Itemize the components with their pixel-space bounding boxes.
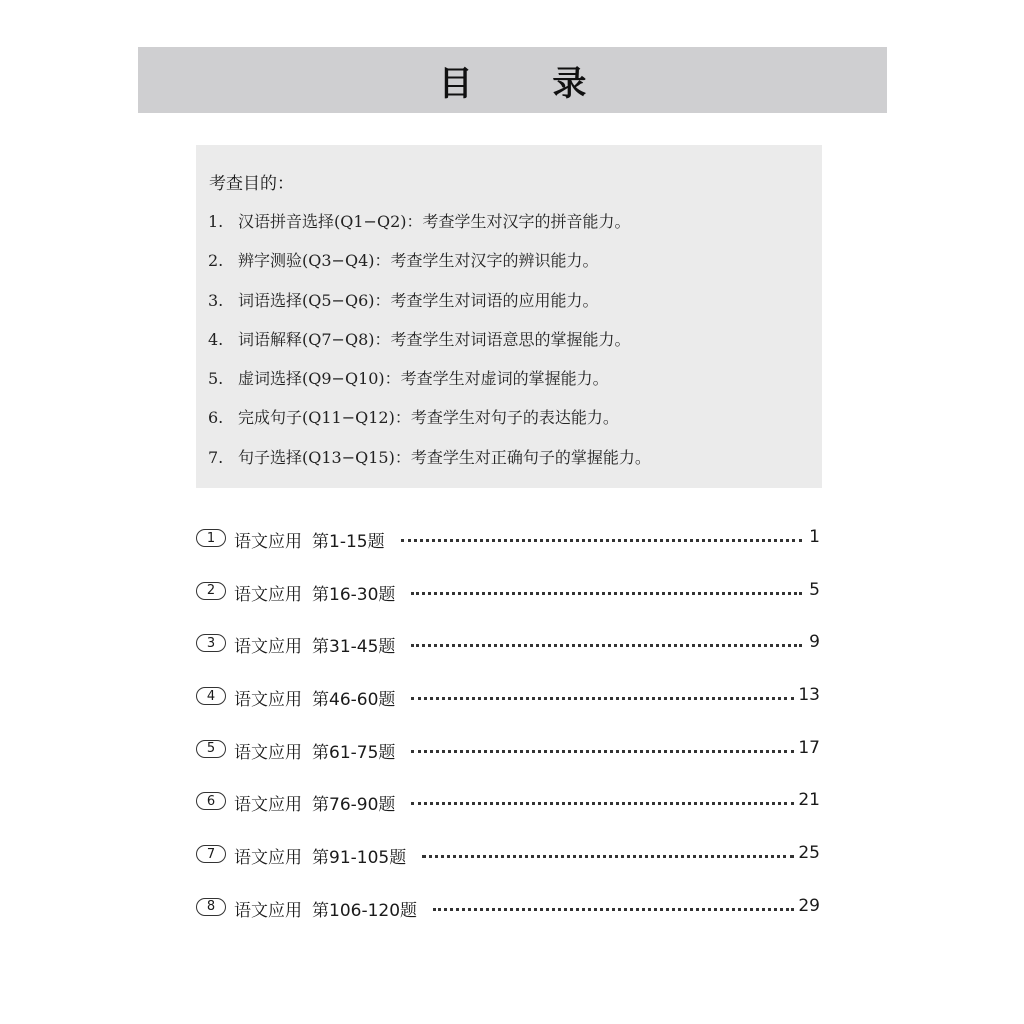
- purpose-item-number: 5.: [208, 369, 224, 389]
- toc-entry-number: 8: [196, 898, 226, 916]
- purpose-heading: 考查目的：: [209, 174, 294, 194]
- toc-entry-page: 17: [798, 737, 820, 758]
- purpose-box: [196, 145, 822, 488]
- purpose-item-number: 6.: [208, 408, 224, 428]
- dot-leader: [411, 738, 794, 753]
- toc-entry-range: 第76-90题: [312, 795, 396, 816]
- toc-entry-range: 第46-60题: [312, 690, 396, 711]
- purpose-item: [208, 248, 651, 287]
- purpose-item-text: 完成句子(Q11−Q12)：考查学生对句子的表达能力。: [238, 408, 619, 428]
- toc-entry-page: 9: [809, 632, 820, 653]
- toc-entry[interactable]: [196, 632, 820, 685]
- toc-entry-page: 1: [809, 527, 820, 547]
- toc-entry-range: 第106-120题: [312, 900, 418, 921]
- dot-leader: [411, 685, 794, 700]
- purpose-list: [208, 209, 651, 484]
- toc-entry-page: 25: [798, 843, 820, 864]
- dot-leader: [411, 632, 802, 647]
- purpose-item-number: 3.: [208, 290, 224, 310]
- dot-leader: [411, 580, 802, 595]
- dot-leader: [433, 896, 794, 911]
- toc-entry[interactable]: [196, 790, 820, 843]
- purpose-item-text: 词语解释(Q7−Q8)：考查学生对词语意思的掌握能力。: [238, 329, 631, 349]
- dot-leader: [411, 790, 794, 805]
- toc-entry[interactable]: [196, 738, 820, 791]
- title-bar: [138, 47, 887, 113]
- toc-entry-range: 第91-105题: [312, 848, 407, 869]
- dot-leader: [422, 843, 794, 858]
- purpose-item-number: 4.: [208, 329, 224, 349]
- purpose-item-text: 汉语拼音选择(Q1−Q2)：考查学生对汉字的拼音能力。: [238, 212, 631, 231]
- purpose-item-number: 7.: [208, 447, 224, 467]
- toc-entry-label: 语文应用: [234, 848, 302, 869]
- toc-entry-number: 2: [196, 582, 226, 600]
- toc-entry-range: 第31-45题: [312, 637, 396, 658]
- purpose-item: [208, 288, 651, 327]
- purpose-item-text: 句子选择(Q13−Q15)：考查学生对正确句子的掌握能力。: [238, 447, 651, 467]
- toc-entry-label: 语文应用: [234, 742, 302, 763]
- purpose-item: [208, 405, 651, 444]
- toc-entry-number: 1: [196, 529, 226, 547]
- toc-entry-number: 4: [196, 687, 226, 705]
- purpose-item-text: 辨字测验(Q3−Q4)：考查学生对汉字的辨识能力。: [238, 251, 599, 271]
- toc-entry-label: 语文应用: [234, 900, 302, 921]
- toc-entry-number: 7: [196, 845, 226, 863]
- toc-entry-number: 6: [196, 792, 226, 810]
- toc-entry-range: 第61-75题: [312, 742, 396, 763]
- purpose-item-text: 虚词选择(Q9−Q10)：考查学生对虚词的掌握能力。: [238, 369, 609, 389]
- toc-entry[interactable]: [196, 580, 820, 633]
- purpose-item-number: 1.: [208, 212, 224, 231]
- toc-entry-page: 29: [798, 895, 820, 916]
- purpose-item: [208, 327, 651, 366]
- purpose-item: [208, 366, 651, 405]
- toc-entry-range: 第1-15题: [312, 532, 385, 552]
- toc-entry-label: 语文应用: [234, 795, 302, 816]
- toc-entry-range: 第16-30题: [312, 584, 396, 605]
- toc-entry-number: 3: [196, 634, 226, 652]
- toc-entry-label: 语文应用: [234, 637, 302, 658]
- toc-entry[interactable]: [196, 685, 820, 738]
- toc-entry-label: 语文应用: [234, 584, 302, 605]
- toc-entry-label: 语文应用: [234, 532, 302, 552]
- page-title: 目 录: [438, 63, 621, 104]
- purpose-item-number: 2.: [208, 251, 224, 271]
- purpose-item: [208, 445, 651, 484]
- dot-leader: [401, 527, 802, 542]
- purpose-item-text: 词语选择(Q5−Q6)：考查学生对词语的应用能力。: [238, 290, 599, 310]
- toc-entry-number: 5: [196, 740, 226, 758]
- toc-entry-page: 21: [798, 790, 820, 811]
- toc-entry[interactable]: [196, 527, 820, 580]
- purpose-item: [208, 209, 651, 248]
- table-of-contents: [196, 527, 820, 949]
- toc-entry-page: 13: [798, 685, 820, 706]
- toc-entry-label: 语文应用: [234, 690, 302, 711]
- toc-entry[interactable]: [196, 843, 820, 896]
- toc-entry[interactable]: [196, 896, 820, 949]
- toc-entry-page: 5: [809, 579, 820, 600]
